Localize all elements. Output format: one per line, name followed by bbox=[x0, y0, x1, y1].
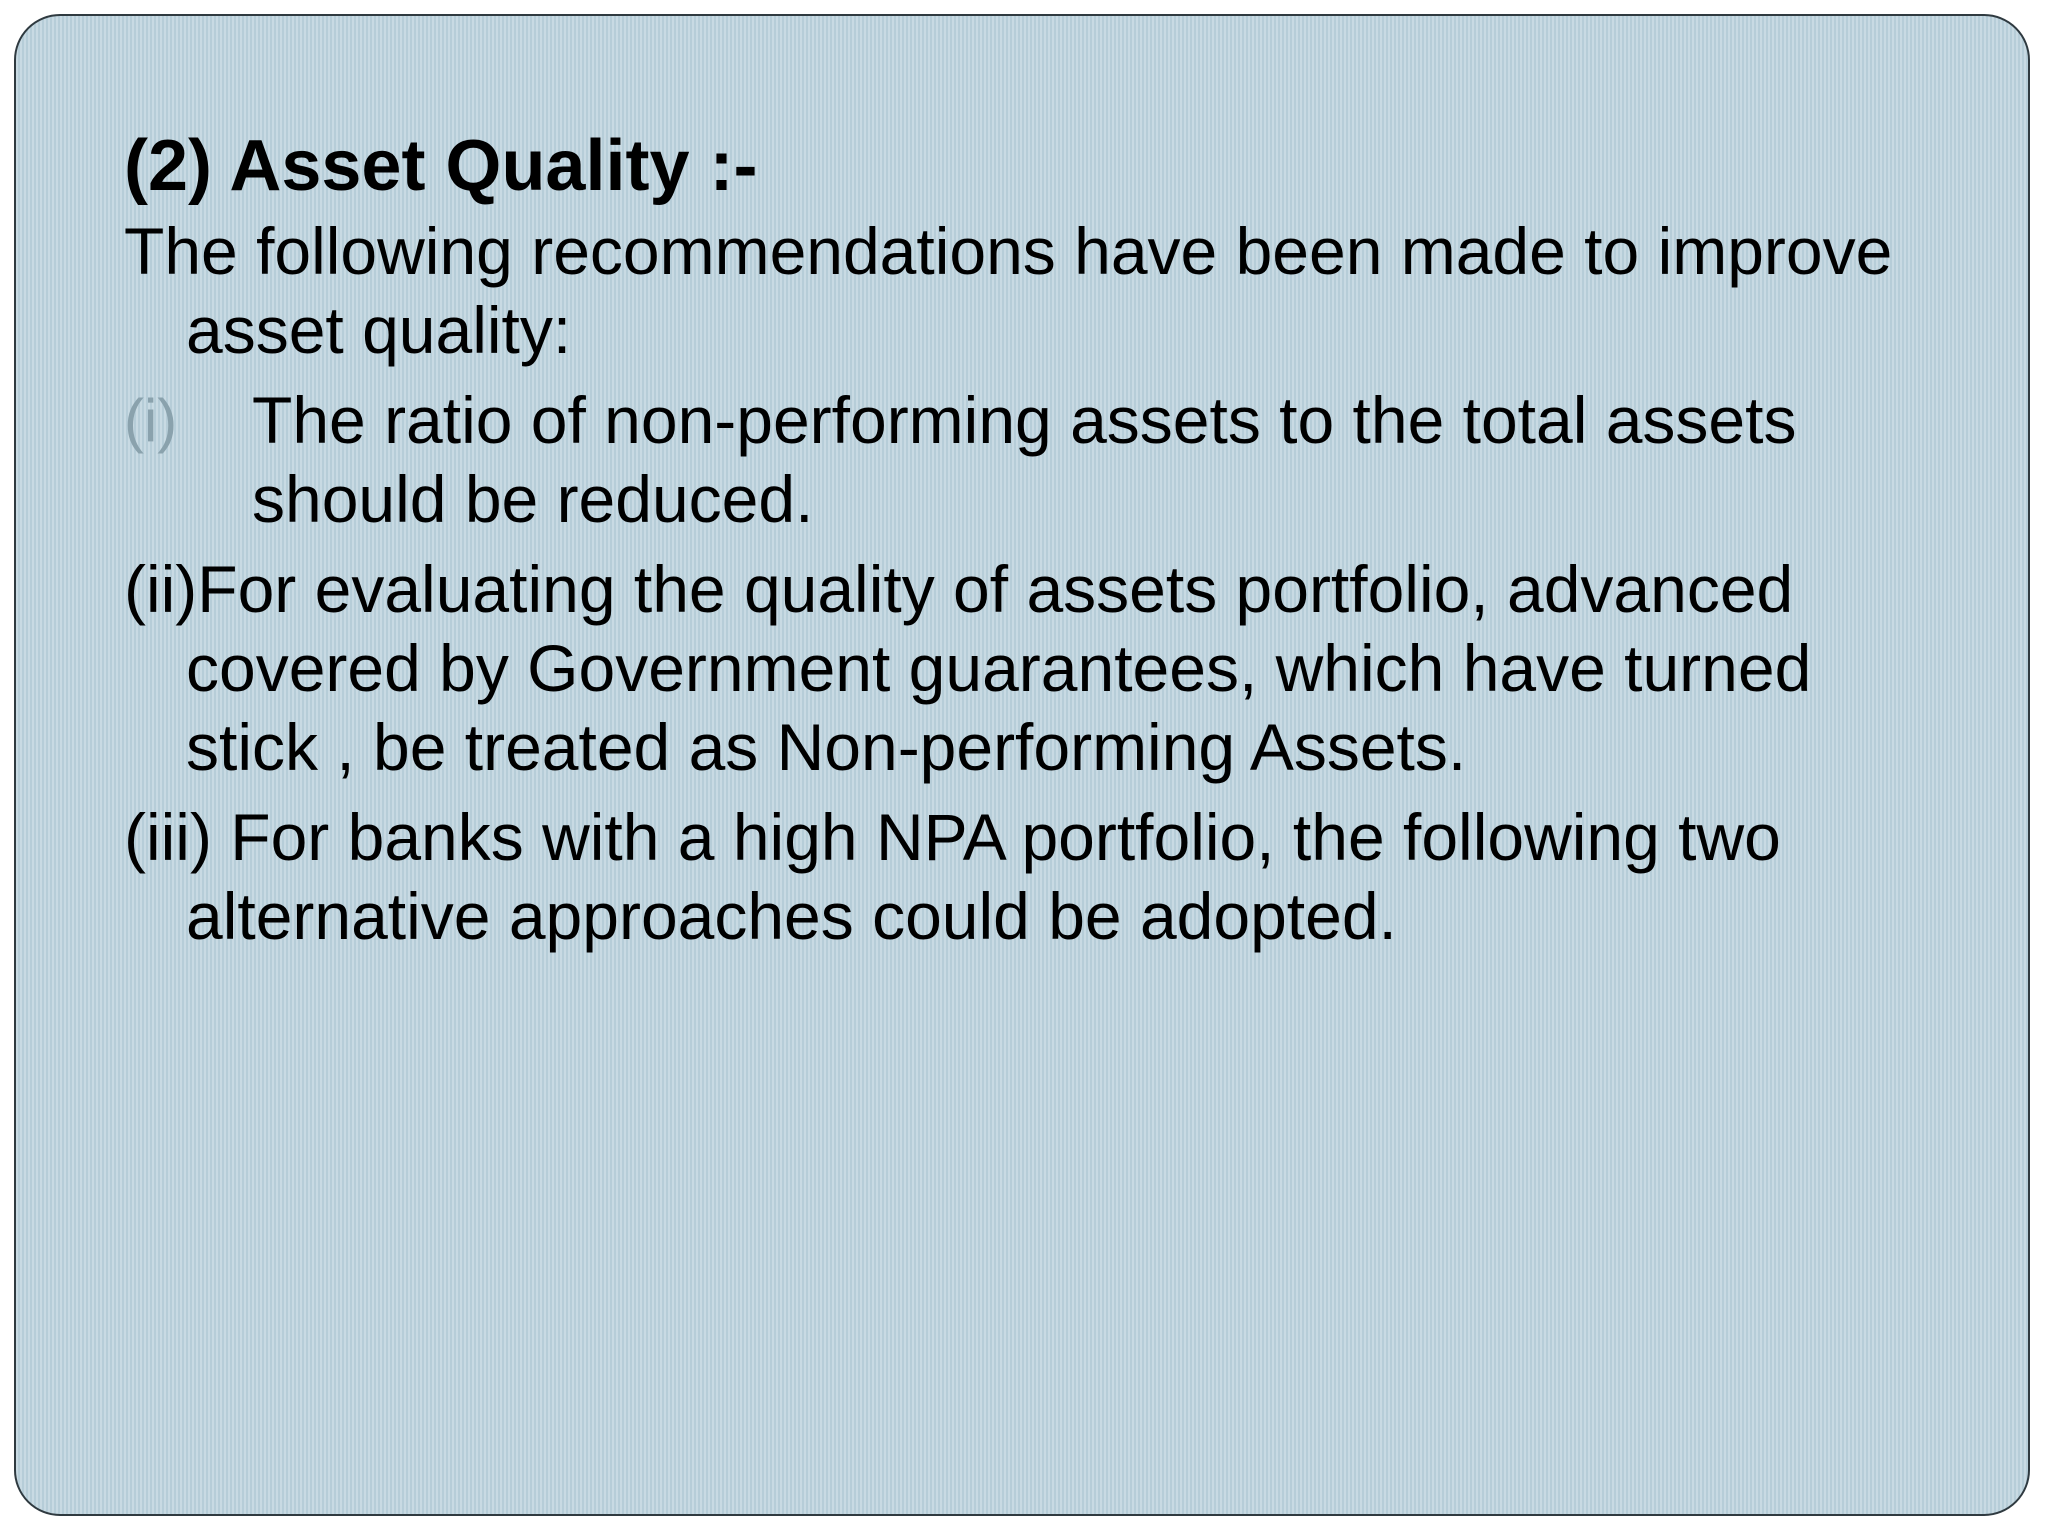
list-marker-i: (i) bbox=[124, 387, 178, 454]
list-item-ii: (ii)For evaluating the quality of assets portfolio, advanced covered by Government guarantees, which have turned stick , be treated as Non-performing Assets. bbox=[124, 552, 1812, 784]
intro-paragraph: The following recommendations have been made to improve asset quality: bbox=[124, 214, 1893, 367]
list-item-i bbox=[124, 381, 1924, 539]
list-item-iii: (iii) For banks with a high NPA portfolio, the following two alternative approaches could be adopted. bbox=[124, 800, 1781, 953]
slide-frame bbox=[14, 14, 2030, 1516]
slide-content bbox=[124, 124, 1924, 967]
list-item-i-text: The ratio of non-performing assets to the total assets should be reduced. bbox=[252, 383, 1797, 536]
slide-heading: (2) Asset Quality :- bbox=[124, 126, 758, 206]
